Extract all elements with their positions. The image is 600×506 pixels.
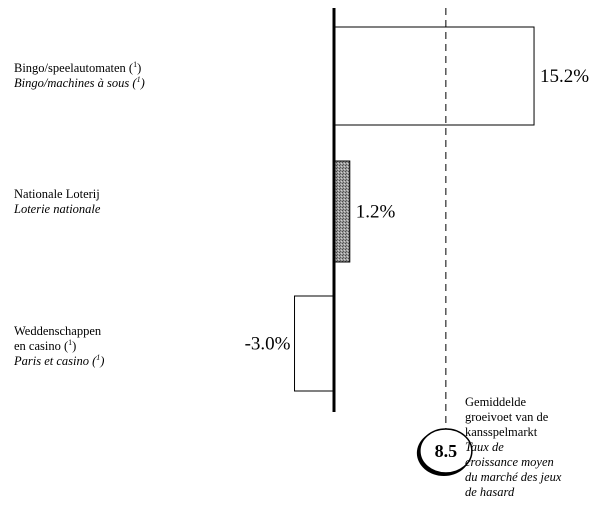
value-label-bingo: 15.2% xyxy=(540,66,590,87)
bar-lottery xyxy=(334,161,350,262)
bar-betting xyxy=(295,296,334,391)
value-label-lottery: 1.2% xyxy=(355,201,396,223)
category-label-lottery: Nationale Loterij Loterie nationale xyxy=(14,187,101,216)
category-label-betting: Weddenschappen en casino ($^1$) Paris et casino ($^1$) xyxy=(14,324,105,368)
value-label-betting: -3.0% xyxy=(244,333,291,355)
average-value: 8.5 xyxy=(434,441,458,461)
category-label-bingo: Bingo/speelautomaten ($^1$) Bingo/machines à sous ($^1$) xyxy=(14,59,145,90)
average-bubble xyxy=(417,429,472,476)
bar-bingo xyxy=(334,27,534,125)
average-annotation: Gemiddelde groeivoet van de kansspelmarkt Taux de croissance moyen du marché des jeux de hasard xyxy=(465,395,562,499)
